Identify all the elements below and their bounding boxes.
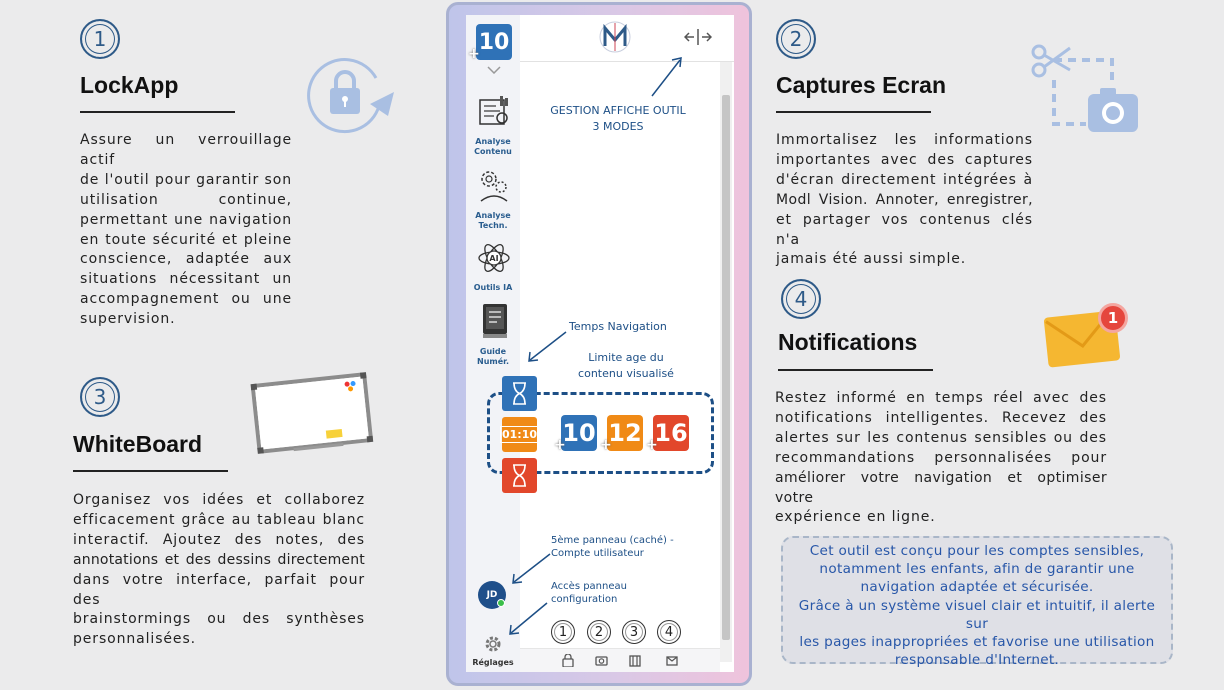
age-plus-icon: + xyxy=(600,437,612,453)
sidebar-label-tech-analysis[interactable]: Analyse Techn. xyxy=(475,211,511,230)
sidebar-label-ai-tools[interactable]: Outils IA xyxy=(473,283,513,292)
whiteboard-title: WhiteBoard xyxy=(73,431,203,457)
annotation-arrow-account xyxy=(508,552,552,586)
notifications-underline xyxy=(778,369,933,371)
svg-text:AI: AI xyxy=(489,254,499,263)
captures-underline xyxy=(776,111,931,113)
lock-refresh-icon xyxy=(302,52,398,134)
annotation-arrow-config xyxy=(505,601,549,637)
sidebar-label-content-analysis[interactable]: Analyse Contenu xyxy=(474,137,512,156)
feature-number-2: 2 xyxy=(776,19,816,59)
feature-number-3: 3 xyxy=(80,377,120,417)
panel-scrollbar-thumb[interactable] xyxy=(722,95,730,640)
whiteboard-description: Organisez vos idées et collaborez efficacement grâce au tableau blanc interactif. Ajoutez des notes, des annotations et des dessins directement dans votre interface, parfait pour des brainstormings ou des synthèses personnalisées. xyxy=(73,492,365,648)
tech-analysis-icon[interactable] xyxy=(477,167,511,203)
captures-title: Captures Ecran xyxy=(776,72,947,98)
annotation-modes: GESTION AFFICHE OUTIL 3 MODES xyxy=(550,104,686,133)
modl-logo-icon[interactable] xyxy=(598,20,632,54)
age-option-16[interactable]: 16 xyxy=(653,415,689,451)
timer-button[interactable] xyxy=(502,417,537,452)
panel-number-4[interactable]: 4 xyxy=(657,620,681,644)
age-plus-icon: + xyxy=(468,46,480,62)
notifications-title: Notifications xyxy=(778,329,918,355)
age-option-12[interactable]: 12 xyxy=(607,415,643,451)
age-option-10[interactable]: 10 xyxy=(561,415,597,451)
gear-icon[interactable] xyxy=(483,634,503,654)
annotation-navigation-time: Temps Navigation xyxy=(569,320,667,333)
chevron-down-icon[interactable] xyxy=(487,66,501,74)
lock-icon[interactable] xyxy=(562,654,574,667)
lockapp-description: Assure un verrouillage actif de l'outil pour garantir son utilisation continue, permettant une navigation en toute sécurité et pleine conscience, adaptée aux situations nécessitant un accompagnement ou une supervision. xyxy=(80,132,292,328)
age-plus-icon: + xyxy=(554,437,566,453)
mail-icon[interactable] xyxy=(666,656,678,666)
age-plus-icon: + xyxy=(646,437,658,453)
hourglass-icon xyxy=(502,458,537,493)
notifications-description: Restez informé en temps réel avec des notifications intelligentes. Recevez des alertes sur les contenus sensibles ou des recommandations personnalisées pour améliorer votre navigation et optimiser votre expérience en ligne. xyxy=(775,390,1107,526)
ai-icon[interactable] xyxy=(477,241,511,275)
captures-description: Immortalisez les informations importantes avec des captures d'écran directement intégrées à Modl Vision. Annoter, enregistrer, et partager vos contenus clés n'a jamais été aussi simple. xyxy=(776,132,1033,268)
hourglass-icon xyxy=(502,376,537,411)
annotation-user-account: 5ème panneau (caché) - Compte utilisateur xyxy=(551,535,674,559)
hourglass-blue-button[interactable] xyxy=(502,376,537,411)
feature-number-1: 1 xyxy=(80,19,120,59)
annotation-config: Accès panneau configuration xyxy=(551,581,627,605)
panel-number-3[interactable]: 3 xyxy=(622,620,646,644)
screenshot-capture-icon xyxy=(1030,40,1142,136)
age-badge-current[interactable]: 10 xyxy=(476,24,512,60)
annotation-age-limit: Limite age du contenu visualisé xyxy=(578,351,674,380)
feature-number-4: 4 xyxy=(781,279,821,319)
info-callout: Cet outil est conçu pour les comptes sensibles, notamment les enfants, afin de garantir une navigation adaptée et sécurisée. Grâce à un système visuel clair et intuitif, il alerte sur les pages inappropriées et favorise une utilisation responsable d'Internet. xyxy=(781,536,1173,664)
sidebar-label-guide[interactable]: Guide Numér. xyxy=(477,347,509,366)
lockapp-underline xyxy=(80,111,235,113)
guide-book-icon[interactable] xyxy=(479,302,511,340)
whiteboard-underline xyxy=(73,470,228,472)
lockapp-title: LockApp xyxy=(80,72,179,98)
avatar[interactable]: JD xyxy=(478,581,506,609)
content-analysis-icon[interactable] xyxy=(476,94,512,128)
resize-horizontal-icon[interactable] xyxy=(684,29,712,45)
settings-label[interactable]: Réglages xyxy=(472,658,514,667)
notification-count-badge: 1 xyxy=(1098,303,1128,333)
avatar-status-dot xyxy=(497,599,505,607)
panel-number-2[interactable]: 2 xyxy=(587,620,611,644)
panel-number-1[interactable]: 1 xyxy=(551,620,575,644)
camera-icon[interactable] xyxy=(595,655,608,666)
whiteboard-icon xyxy=(250,368,374,460)
book-icon[interactable] xyxy=(629,655,641,667)
hourglass-red-button[interactable] xyxy=(502,458,537,493)
annotation-arrow-modes xyxy=(648,54,688,100)
timer-label: 01:10 xyxy=(502,428,538,441)
panel-bottombar xyxy=(520,648,720,672)
